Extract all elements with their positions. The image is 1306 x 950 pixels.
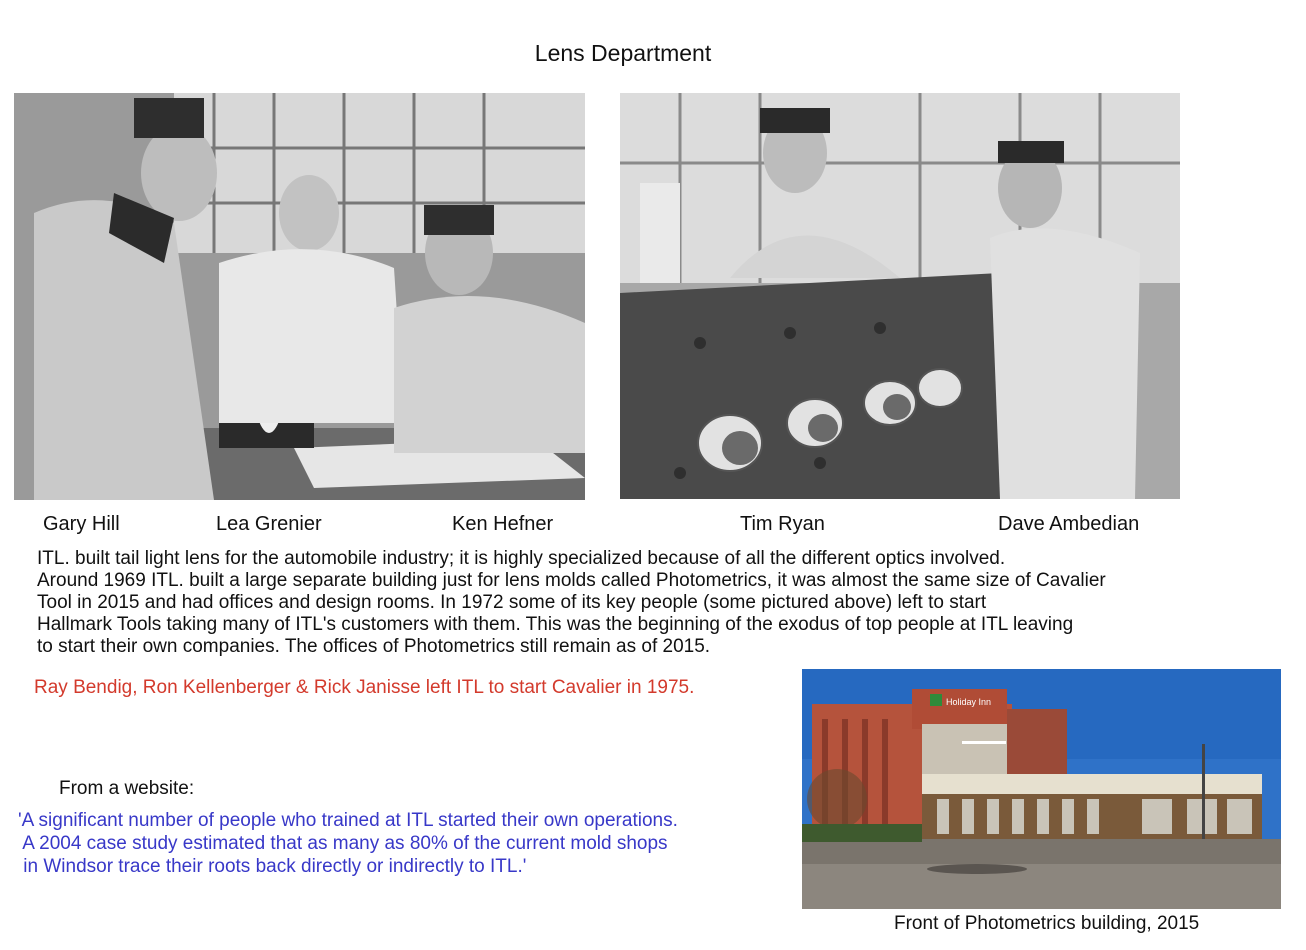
lens-workers-photo-left	[14, 93, 585, 500]
photometrics-building-photo	[802, 669, 1281, 909]
photo-left-illustration	[14, 93, 585, 500]
building-illustration	[802, 669, 1281, 909]
website-source-label: From a website:	[59, 778, 195, 799]
building-photo-caption: Front of Photometrics building, 2015	[894, 913, 1200, 934]
lens-workers-photo-right	[620, 93, 1180, 499]
building-sign-text: Holiday Inn	[946, 697, 992, 707]
website-quote: 'A significant number of people who trained at ITL started their own operations. A 2004 case study estimated that as many as 80% of the current mold shops in Windsor trace their roots back directly or indirectly to ITL.'	[18, 810, 678, 877]
caption-ken-hefner: Ken Hefner	[452, 513, 554, 535]
caption-tim-ryan: Tim Ryan	[740, 513, 825, 535]
page-title: Lens Department	[534, 40, 712, 66]
caption-lea-grenier: Lea Grenier	[216, 513, 322, 535]
cavalier-founders-note: Ray Bendig, Ron Kellenberger & Rick Janisse left ITL to start Cavalier in 1975.	[34, 677, 695, 698]
caption-gary-hill: Gary Hill	[43, 513, 120, 535]
photo-right-illustration	[620, 93, 1180, 499]
caption-dave-ambedian: Dave Ambedian	[998, 513, 1140, 535]
history-paragraph: ITL. built tail light lens for the automobile industry; it is highly specialized because of all the different optics involved. Around 1969 ITL. built a large separate building just for lens molds called Photometrics, it was almost the same size of Cavalier Tool in 2015 and had offices and design rooms. In 1972 some of its key people (some pictured above) left to start Hallmark Tools taking many of ITL's customers with them. This was the beginning of the exodus of top people at ITL leaving to start their own companies. The offices of Photometrics still remain as of 2015.	[37, 548, 1106, 657]
